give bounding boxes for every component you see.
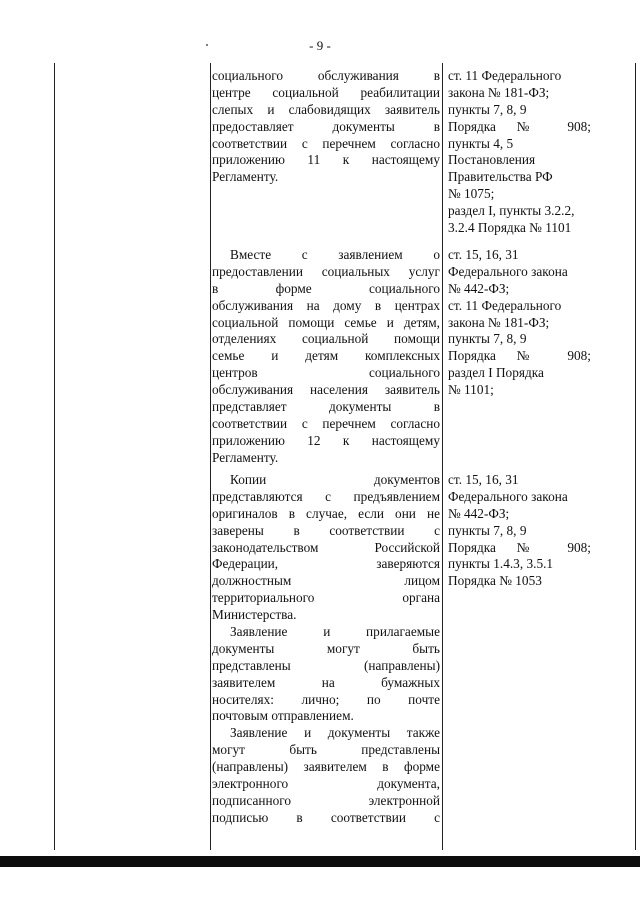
text-line: Регламенту. [212, 169, 279, 185]
text-line: Вместе с заявлением о [230, 247, 440, 262]
text-line: заверены в соответствии с [212, 522, 440, 538]
text-line: предоставлении социальных услуг [212, 263, 440, 279]
text-line: пункты 1.4.3, 3.5.1 [448, 556, 554, 572]
text-line: представлены (направлены) [212, 657, 440, 673]
text-line: центров социального [212, 365, 440, 381]
legal-basis-1 [448, 68, 591, 237]
text-line: соответствии с перечнем согласно [212, 135, 440, 151]
text-line: № 442-ФЗ; [448, 505, 510, 521]
text-line: представляются с предъявлением [212, 488, 440, 504]
text-line: закона № 181-ФЗ; [448, 84, 550, 100]
text-line: подписанного электронной [212, 792, 440, 808]
text-line: оригиналов в случае, если они не [212, 505, 440, 521]
text-line: должностным лицом [212, 573, 440, 589]
column-divider-left [210, 63, 211, 850]
text-line: социальной помощи семье и детям, [212, 314, 440, 330]
requirements-text-3 [212, 472, 440, 827]
text-line: Копии документов [230, 472, 440, 487]
text-line: почтовым отправлением. [212, 708, 354, 724]
text-line: документы могут быть [212, 640, 440, 656]
text-line: законодательством Российской [212, 539, 440, 555]
text-line: подписью в соответствии с [212, 809, 440, 825]
text-line: (направлены) заявителем в форме [212, 759, 440, 775]
text-line: в форме социального [212, 280, 440, 296]
text-line: Министерства. [212, 607, 297, 623]
text-line: Заявление и документы также [230, 725, 440, 741]
text-line: № 442-ФЗ; [448, 280, 510, 296]
text-line: Постановления [448, 152, 536, 168]
text-line: носителях: лично; по почте [212, 691, 440, 707]
text-line: раздел I, пункты 3.2.2, [448, 203, 575, 219]
text-line: пункты 7, 8, 9 [448, 522, 527, 538]
text-line: Правительства РФ [448, 169, 553, 185]
text-line: 3.2.4 Порядка № 1101 [448, 220, 572, 236]
text-line: Федерации, заверяются [212, 556, 440, 572]
requirements-text-1 [212, 68, 440, 186]
text-line: № 1101; [448, 382, 494, 398]
text-line: семье и детям комплексных [212, 348, 440, 364]
text-line: электронного документа, [212, 776, 440, 792]
text-line: Заявление и прилагаемые [230, 624, 440, 640]
text-line: социального обслуживания в [212, 68, 440, 83]
column-divider-right [442, 63, 443, 850]
text-line: пункты 7, 8, 9 [448, 101, 527, 117]
text-line: Порядка № 908; [448, 118, 591, 134]
scan-speck [206, 44, 208, 46]
text-line: отделениях социальной помощи [212, 331, 440, 347]
text-line: № 1075; [448, 186, 495, 202]
text-line: закона № 181-ФЗ; [448, 314, 550, 330]
scan-edge-bar [0, 856, 640, 867]
text-line: пункты 4, 5 [448, 135, 514, 151]
legal-basis-3 [448, 472, 591, 590]
text-line: слепых и слабовидящих заявитель [212, 101, 440, 117]
text-line: приложению 12 к настоящему [212, 432, 440, 448]
text-line: заявителем на бумажных [212, 674, 440, 690]
text-line: ст. 11 Федерального [448, 68, 562, 83]
text-line: Порядка № 908; [448, 348, 591, 364]
text-line: обслуживания на дому в центрах [212, 297, 440, 313]
text-line: Порядка № 908; [448, 539, 591, 555]
text-line: центре социальной реабилитации [212, 84, 440, 100]
text-line: пункты 7, 8, 9 [448, 331, 527, 347]
text-line: Регламенту. [212, 449, 279, 465]
requirements-text-2 [212, 247, 440, 467]
text-line: предоставляет документы в [212, 118, 440, 134]
text-line: Порядка № 1053 [448, 573, 542, 589]
text-line: представляет документы в [212, 399, 440, 415]
text-line: обслуживания населения заявитель [212, 382, 440, 398]
text-line: ст. 15, 16, 31 [448, 472, 519, 487]
text-line: приложению 11 к настоящему [212, 152, 440, 168]
text-line: территориального органа [212, 590, 440, 606]
text-line: Федерального закона [448, 488, 568, 504]
text-line: ст. 15, 16, 31 [448, 247, 519, 262]
text-line: могут быть представлены [212, 742, 440, 758]
text-line: ст. 11 Федерального [448, 297, 562, 313]
legal-basis-2 [448, 247, 591, 399]
text-line: соответствии с перечнем согласно [212, 415, 440, 431]
text-line: раздел I Порядка [448, 365, 544, 381]
page-number: - 9 - [309, 38, 331, 53]
text-line: Федерального закона [448, 263, 568, 279]
